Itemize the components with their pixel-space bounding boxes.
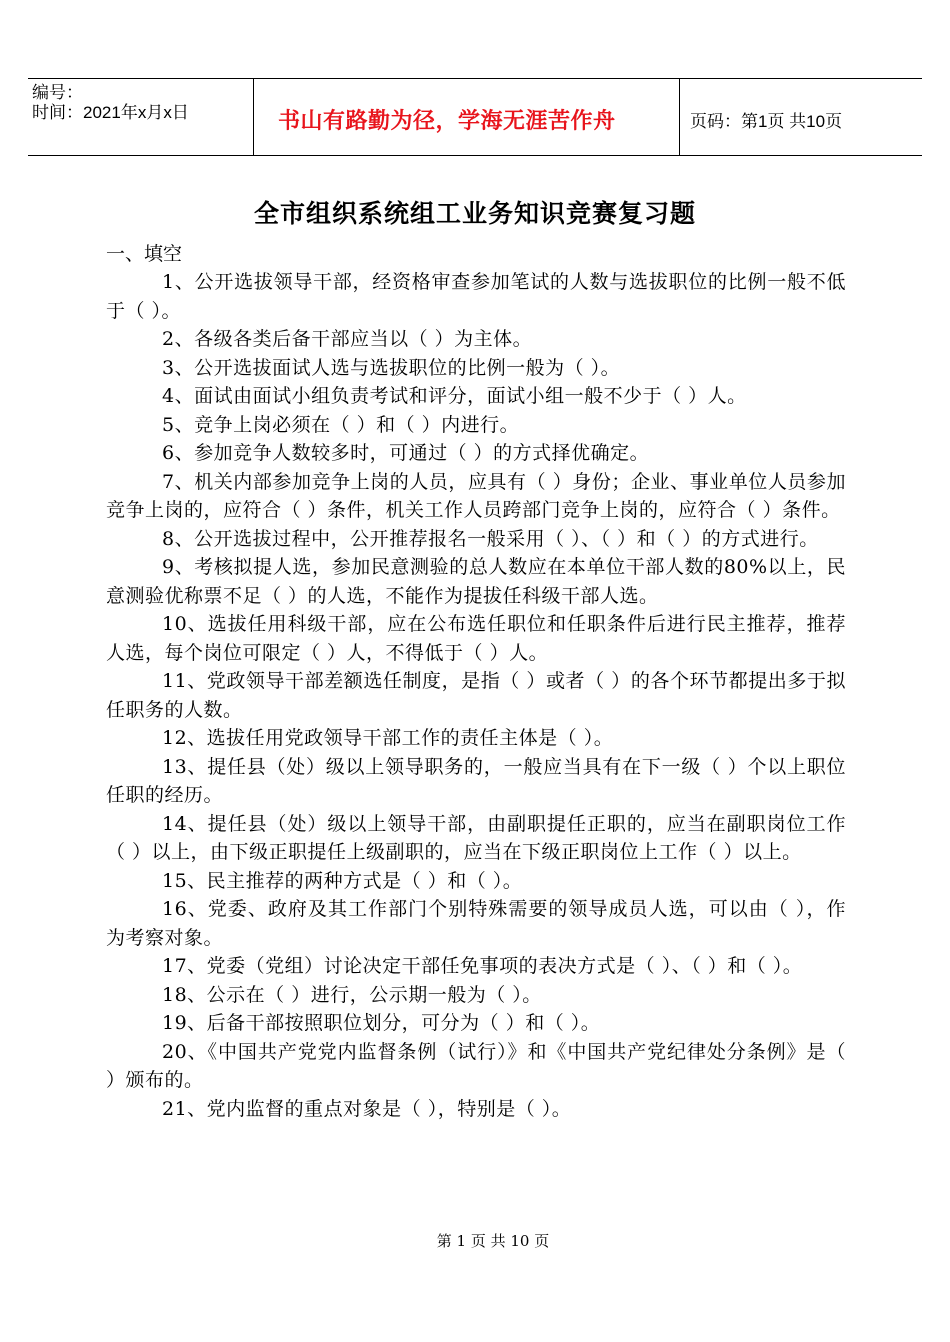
question-item: 16、党委、政府及其工作部门个别特殊需要的领导成员人选，可以由（ ），作为考察对象。 <box>106 898 846 949</box>
question-item: 6、参加竞争人数较多时，可通过（ ）的方式择优确定。 <box>162 442 650 464</box>
question-item: 13、提任县（处）级以上领导职务的，一般应当具有在下一级（ ）个以上职位任职的经历。 <box>106 755 846 806</box>
question-item: 20、《中国共产党党内监督条例（试行）》和《中国共产党纪律处分条例》是（ ）颁布的。 <box>106 1040 846 1091</box>
section-heading: 一、填空 <box>106 243 183 265</box>
page-header <box>28 78 922 156</box>
question-item: 10、选拔任用科级干部，应在公布选任职位和任职条件后进行民主推荐，推荐人选，每个岗位可限定（ ）人，不得低于（ ）人。 <box>106 613 846 664</box>
question-item: 21、党内监督的重点对象是（ ），特别是（ ）。 <box>162 1097 572 1120</box>
question-item: 11、党政领导干部差额选任制度，是指（ ）或者（ ）的各个环节都提出多于拟任职务的人数。 <box>106 670 846 721</box>
header-page-info: 页码：第1页 共10页 <box>690 112 843 131</box>
header-meta <box>28 79 254 155</box>
document-title: 全市组织系统组工业务知识竞赛复习题 <box>253 199 696 228</box>
question-item: 5、竞争上岗必须在（ ）和（ ）内进行。 <box>162 413 520 436</box>
question-list <box>106 268 846 1123</box>
question-item: 4、面试由面试小组负责考试和评分，面试小组一般不少于（ ）人。 <box>162 385 747 407</box>
question-item: 3、公开选拔面试人选与选拔职位的比例一般为（ ）。 <box>162 356 621 379</box>
page-footer: 第 1 页 共 10 页 <box>436 1232 550 1250</box>
question-item: 12、选拔任用党政领导干部工作的责任主体是（ ）。 <box>162 727 614 749</box>
question-item: 7、机关内部参加竞争上岗的人员，应具有（ ）身份；企业、事业单位人员参加竞争上岗的，应符合（ ）条件，机关工作人员跨部门竞争上岗的，应符合（ ）条件。 <box>106 470 846 521</box>
document-time-label: 时间：2021年x月x日 <box>32 103 189 122</box>
question-item: 14、提任县（处）级以上领导干部，由副职提任正职的，应当在副职岗位工作（ ）以上，由下级正职提任上级副职的，应当在下级正职岗位上工作（ ）以上。 <box>106 812 846 863</box>
question-item: 19、后备干部按照职位划分，可分为（ ）和（ ）。 <box>162 1012 601 1034</box>
question-item: 18、公示在（ ）进行，公示期一般为（ ）。 <box>162 983 542 1006</box>
question-item: 17、党委（党组）讨论决定干部任免事项的表决方式是（ ）、（ ）和（ ）。 <box>162 955 803 977</box>
question-item: 8、公开选拔过程中，公开推荐报名一般采用（ ）、（ ）和（ ）的方式进行。 <box>162 527 819 550</box>
question-item: 2、各级各类后备干部应当以（ ）为主体。 <box>162 328 533 350</box>
question-item: 1、公开选拔领导干部，经资格审查参加笔试的人数与选拔职位的比例一般不低于（ ）。 <box>106 271 846 322</box>
question-item: 15、民主推荐的两种方式是（ ）和（ ）。 <box>162 869 523 892</box>
document-number-label: 编号： <box>32 83 83 102</box>
header-motto: 书山有路勤为径，学海无涯苦作舟 <box>254 79 680 155</box>
question-item: 9、考核拟提人选，参加民意测验的总人数应在本单位干部人数的80%以上，民意测验优称票不足（ ）的人选，不能作为提拔任科级干部人选。 <box>106 556 846 607</box>
